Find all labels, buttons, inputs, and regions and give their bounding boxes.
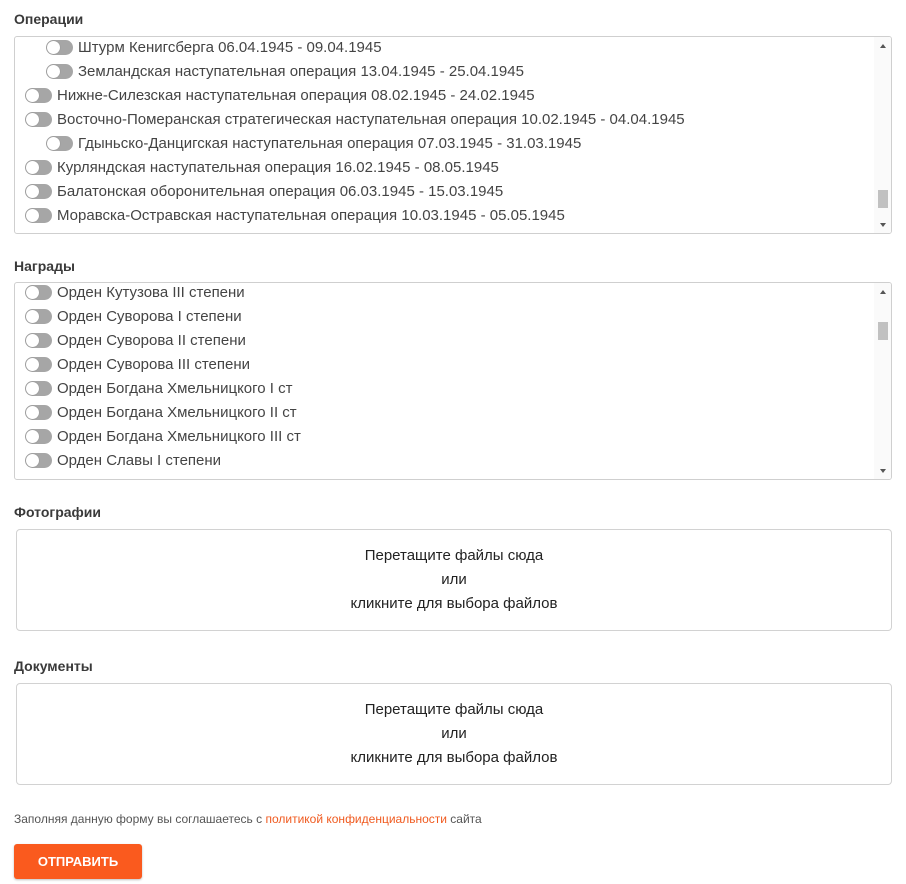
list-item[interactable] [15, 131, 873, 155]
list-item-label: Орден Суворова III степени [57, 355, 251, 373]
toggle-switch-icon[interactable] [25, 357, 52, 372]
toggle-switch-icon[interactable] [25, 405, 52, 420]
list-item-label: Орден Богдана Хмельницкого I ст [57, 379, 293, 397]
list-item-label: Моравска-Остравская наступательная операция 10.03.1945 - 05.05.1945 [57, 206, 565, 224]
consent-after: сайта [446, 812, 482, 826]
toggle-switch-icon[interactable] [25, 429, 52, 444]
toggle-switch-icon[interactable] [25, 285, 52, 300]
documents-dropzone[interactable] [16, 683, 892, 785]
operations-scrollbar[interactable] [874, 37, 891, 233]
awards-scrollbar[interactable] [874, 283, 891, 479]
scroll-thumb[interactable] [878, 322, 888, 340]
list-item-label: Орден Суворова I степени [57, 307, 242, 325]
dropzone-line: или [441, 571, 467, 588]
list-item[interactable] [15, 36, 873, 59]
list-item-label: Орден Кутузова III степени [57, 283, 245, 301]
list-item[interactable] [15, 155, 873, 179]
list-item[interactable] [15, 83, 873, 107]
list-item[interactable] [15, 59, 873, 83]
list-item[interactable] [15, 424, 873, 448]
toggle-switch-icon[interactable] [25, 88, 52, 103]
toggle-switch-icon[interactable] [25, 208, 52, 223]
toggle-switch-icon[interactable] [25, 160, 52, 175]
awards-label: Награды [14, 258, 75, 274]
list-item[interactable] [15, 376, 873, 400]
list-item[interactable] [15, 304, 873, 328]
list-item-label: Земландская наступательная операция 13.04.1945 - 25.04.1945 [78, 62, 524, 80]
list-item-label: Орден Суворова II степени [57, 331, 246, 349]
list-item-label: Орден Славы I степени [57, 451, 222, 469]
dropzone-line: или [441, 725, 467, 742]
list-item[interactable] [15, 400, 873, 424]
dropzone-line: кликните для выбора файлов [350, 595, 558, 612]
list-item[interactable] [15, 282, 873, 304]
list-item[interactable] [15, 328, 873, 352]
scroll-up-icon[interactable] [874, 37, 891, 54]
list-item-label: Балатонская оборонительная операция 06.03.1945 - 15.03.1945 [57, 182, 504, 200]
toggle-switch-icon[interactable] [25, 453, 52, 468]
consent-before: Заполняя данную форму вы соглашаетесь с [14, 812, 266, 826]
operations-listbox[interactable] [14, 36, 892, 234]
dropzone-line: Перетащите файлы сюда [364, 701, 544, 718]
list-item[interactable] [15, 179, 873, 203]
list-item-label: Нижне-Силезская наступательная операция 08.02.1945 - 24.02.1945 [57, 86, 535, 104]
toggle-switch-icon[interactable] [46, 40, 73, 55]
documents-label: Документы [14, 658, 93, 674]
awards-listbox[interactable] [14, 282, 892, 480]
toggle-switch-icon[interactable] [25, 112, 52, 127]
dropzone-line: Перетащите файлы сюда [364, 547, 544, 564]
photos-dropzone[interactable] [16, 529, 892, 631]
consent-text [14, 812, 482, 826]
scroll-down-icon[interactable] [874, 462, 891, 479]
list-item[interactable] [15, 107, 873, 131]
submit-button[interactable]: ОТПРАВИТЬ [14, 844, 142, 879]
photos-label: Фотографии [14, 504, 102, 520]
list-item[interactable] [15, 203, 873, 227]
list-item-label: Орден Богдана Хмельницкого II ст [57, 403, 297, 421]
operations-list [15, 36, 873, 227]
list-item-label: Орден Богдана Хмельницкого III ст [57, 427, 301, 445]
scroll-up-icon[interactable] [874, 283, 891, 300]
list-item-label: Курляндская наступательная операция 16.02.1945 - 08.05.1945 [57, 158, 499, 176]
list-item[interactable] [15, 352, 873, 376]
scroll-down-icon[interactable] [874, 216, 891, 233]
list-item-label: Штурм Кенигсберга 06.04.1945 - 09.04.1945 [78, 38, 382, 56]
list-item-label: Гдыньско-Данцигская наступательная операция 07.03.1945 - 31.03.1945 [78, 134, 582, 152]
toggle-switch-icon[interactable] [25, 184, 52, 199]
privacy-policy-link[interactable]: политикой конфиденциальности [265, 812, 447, 826]
list-item-label: Восточно-Померанская стратегическая наступательная операция 10.02.1945 - 04.04.1945 [57, 110, 685, 128]
awards-list [15, 282, 873, 472]
toggle-switch-icon[interactable] [46, 64, 73, 79]
toggle-switch-icon[interactable] [25, 309, 52, 324]
toggle-switch-icon[interactable] [46, 136, 73, 151]
list-item[interactable] [15, 448, 873, 472]
scroll-thumb[interactable] [878, 190, 888, 208]
dropzone-line: кликните для выбора файлов [350, 749, 558, 766]
toggle-switch-icon[interactable] [25, 333, 52, 348]
operations-label: Операции [14, 11, 84, 27]
toggle-switch-icon[interactable] [25, 381, 52, 396]
